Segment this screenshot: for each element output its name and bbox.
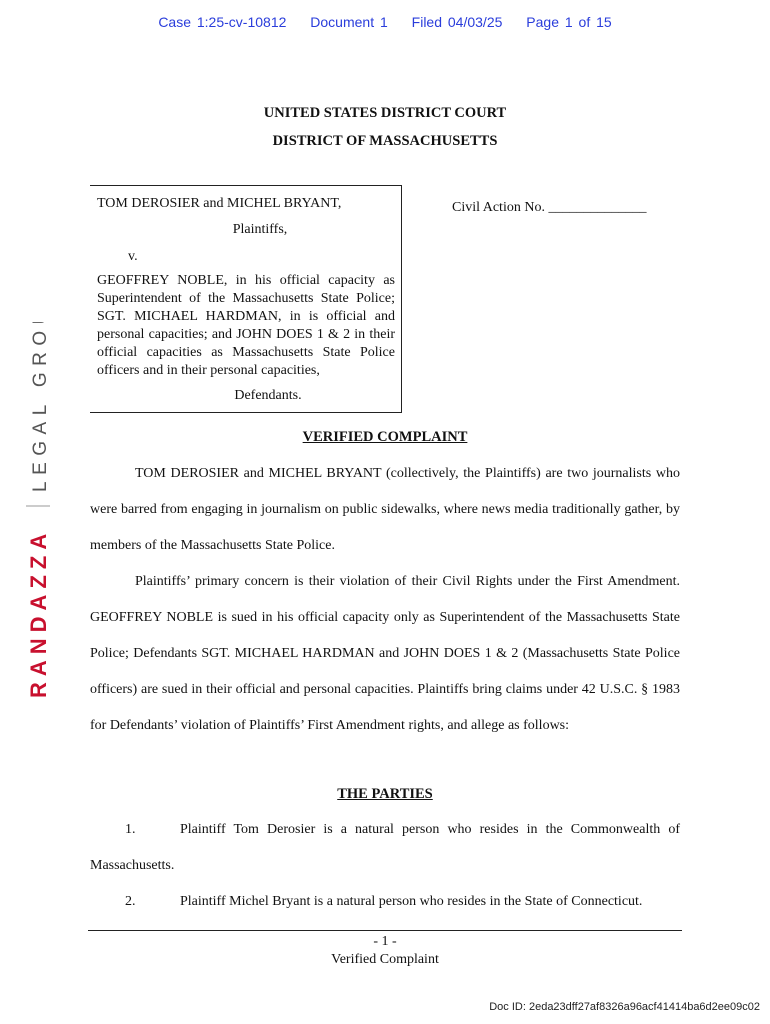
defendants-label: Defendants. bbox=[234, 388, 302, 403]
court-district: DISTRICT OF MASSACHUSETTS bbox=[272, 133, 498, 149]
parties-title: THE PARTIES bbox=[337, 786, 433, 802]
paragraph-text: Plaintiff Michel Bryant is a natural person who resides in the State of Connecticut. bbox=[180, 894, 643, 909]
page-count: Page 1 of 15 bbox=[526, 14, 612, 30]
plaintiffs-names: TOM DEROSIER and MICHEL BRYANT, bbox=[97, 196, 342, 211]
court-name: UNITED STATES DISTRICT COURT bbox=[263, 105, 507, 121]
complaint-title: VERIFIED COMPLAINT bbox=[302, 429, 468, 445]
ecf-filing-header bbox=[0, 14, 770, 30]
firm-name-logo: RANDAZZA bbox=[26, 527, 51, 698]
defendants-names: GEOFFREY NOBLE, in his official capacity as Superintendent of the Massachusetts State Police; SGT. MICHAEL HARDMAN, in is official and personal capacities; and JOHN DOES 1 & 2 in their official capacities as Massachusetts State Police officers and in their personal capacities, bbox=[97, 273, 395, 378]
paragraph-number: 1. bbox=[125, 822, 136, 837]
summary-paragraph: Plaintiffs’ primary concern is their violation of their Civil Rights under the First Amendment. GEOFFREY NOBLE is sued in his official capacity only as Superintendent of the Massachusetts State Police; Defendants SGT. MICHAEL HARDMAN and JOHN DOES 1 & 2 (Massachusetts State Police officers) are sued in their official and personal capacities. Plaintiffs bring claims under 42 U.S.C. § 1983 for Defendants’ violation of Plaintiffs’ First Amendment rights, and allege as follows: bbox=[90, 574, 680, 733]
document-number: Document 1 bbox=[310, 14, 388, 30]
versus-label: v. bbox=[128, 249, 138, 264]
plaintiffs-label: Plaintiffs, bbox=[232, 222, 288, 237]
numbered-paragraph bbox=[90, 884, 680, 920]
footer-page-number: - 1 - bbox=[373, 934, 397, 949]
intro-paragraph: TOM DEROSIER and MICHEL BRYANT (collectively, the Plaintiffs) are two journalists who were barred from engaging in journalism on public sidewalks, where news media traditionally gather, by members of the Massachusetts State Police. bbox=[90, 466, 680, 553]
paragraph-number: 2. bbox=[125, 894, 136, 909]
firm-logo-vertical bbox=[26, 322, 52, 702]
firm-suffix-logo: LEGAL GROUP bbox=[30, 322, 51, 492]
paragraph-text: Plaintiff Tom Derosier is a natural person who resides in the Commonwealth of Massachusetts. bbox=[90, 822, 680, 873]
document-id: Doc ID: 2eda23dff27af8326a96acf41414ba6d2ee09c02 bbox=[489, 1001, 760, 1013]
filed-date: Filed 04/03/25 bbox=[411, 14, 503, 30]
numbered-paragraph bbox=[90, 812, 680, 884]
firm-logo bbox=[26, 322, 52, 702]
civil-action-number: Civil Action No. ______________ bbox=[452, 200, 647, 215]
footer-document-title: Verified Complaint bbox=[331, 952, 439, 967]
case-number: Case 1:25-cv-10812 bbox=[158, 14, 287, 30]
footer-divider bbox=[88, 930, 682, 931]
